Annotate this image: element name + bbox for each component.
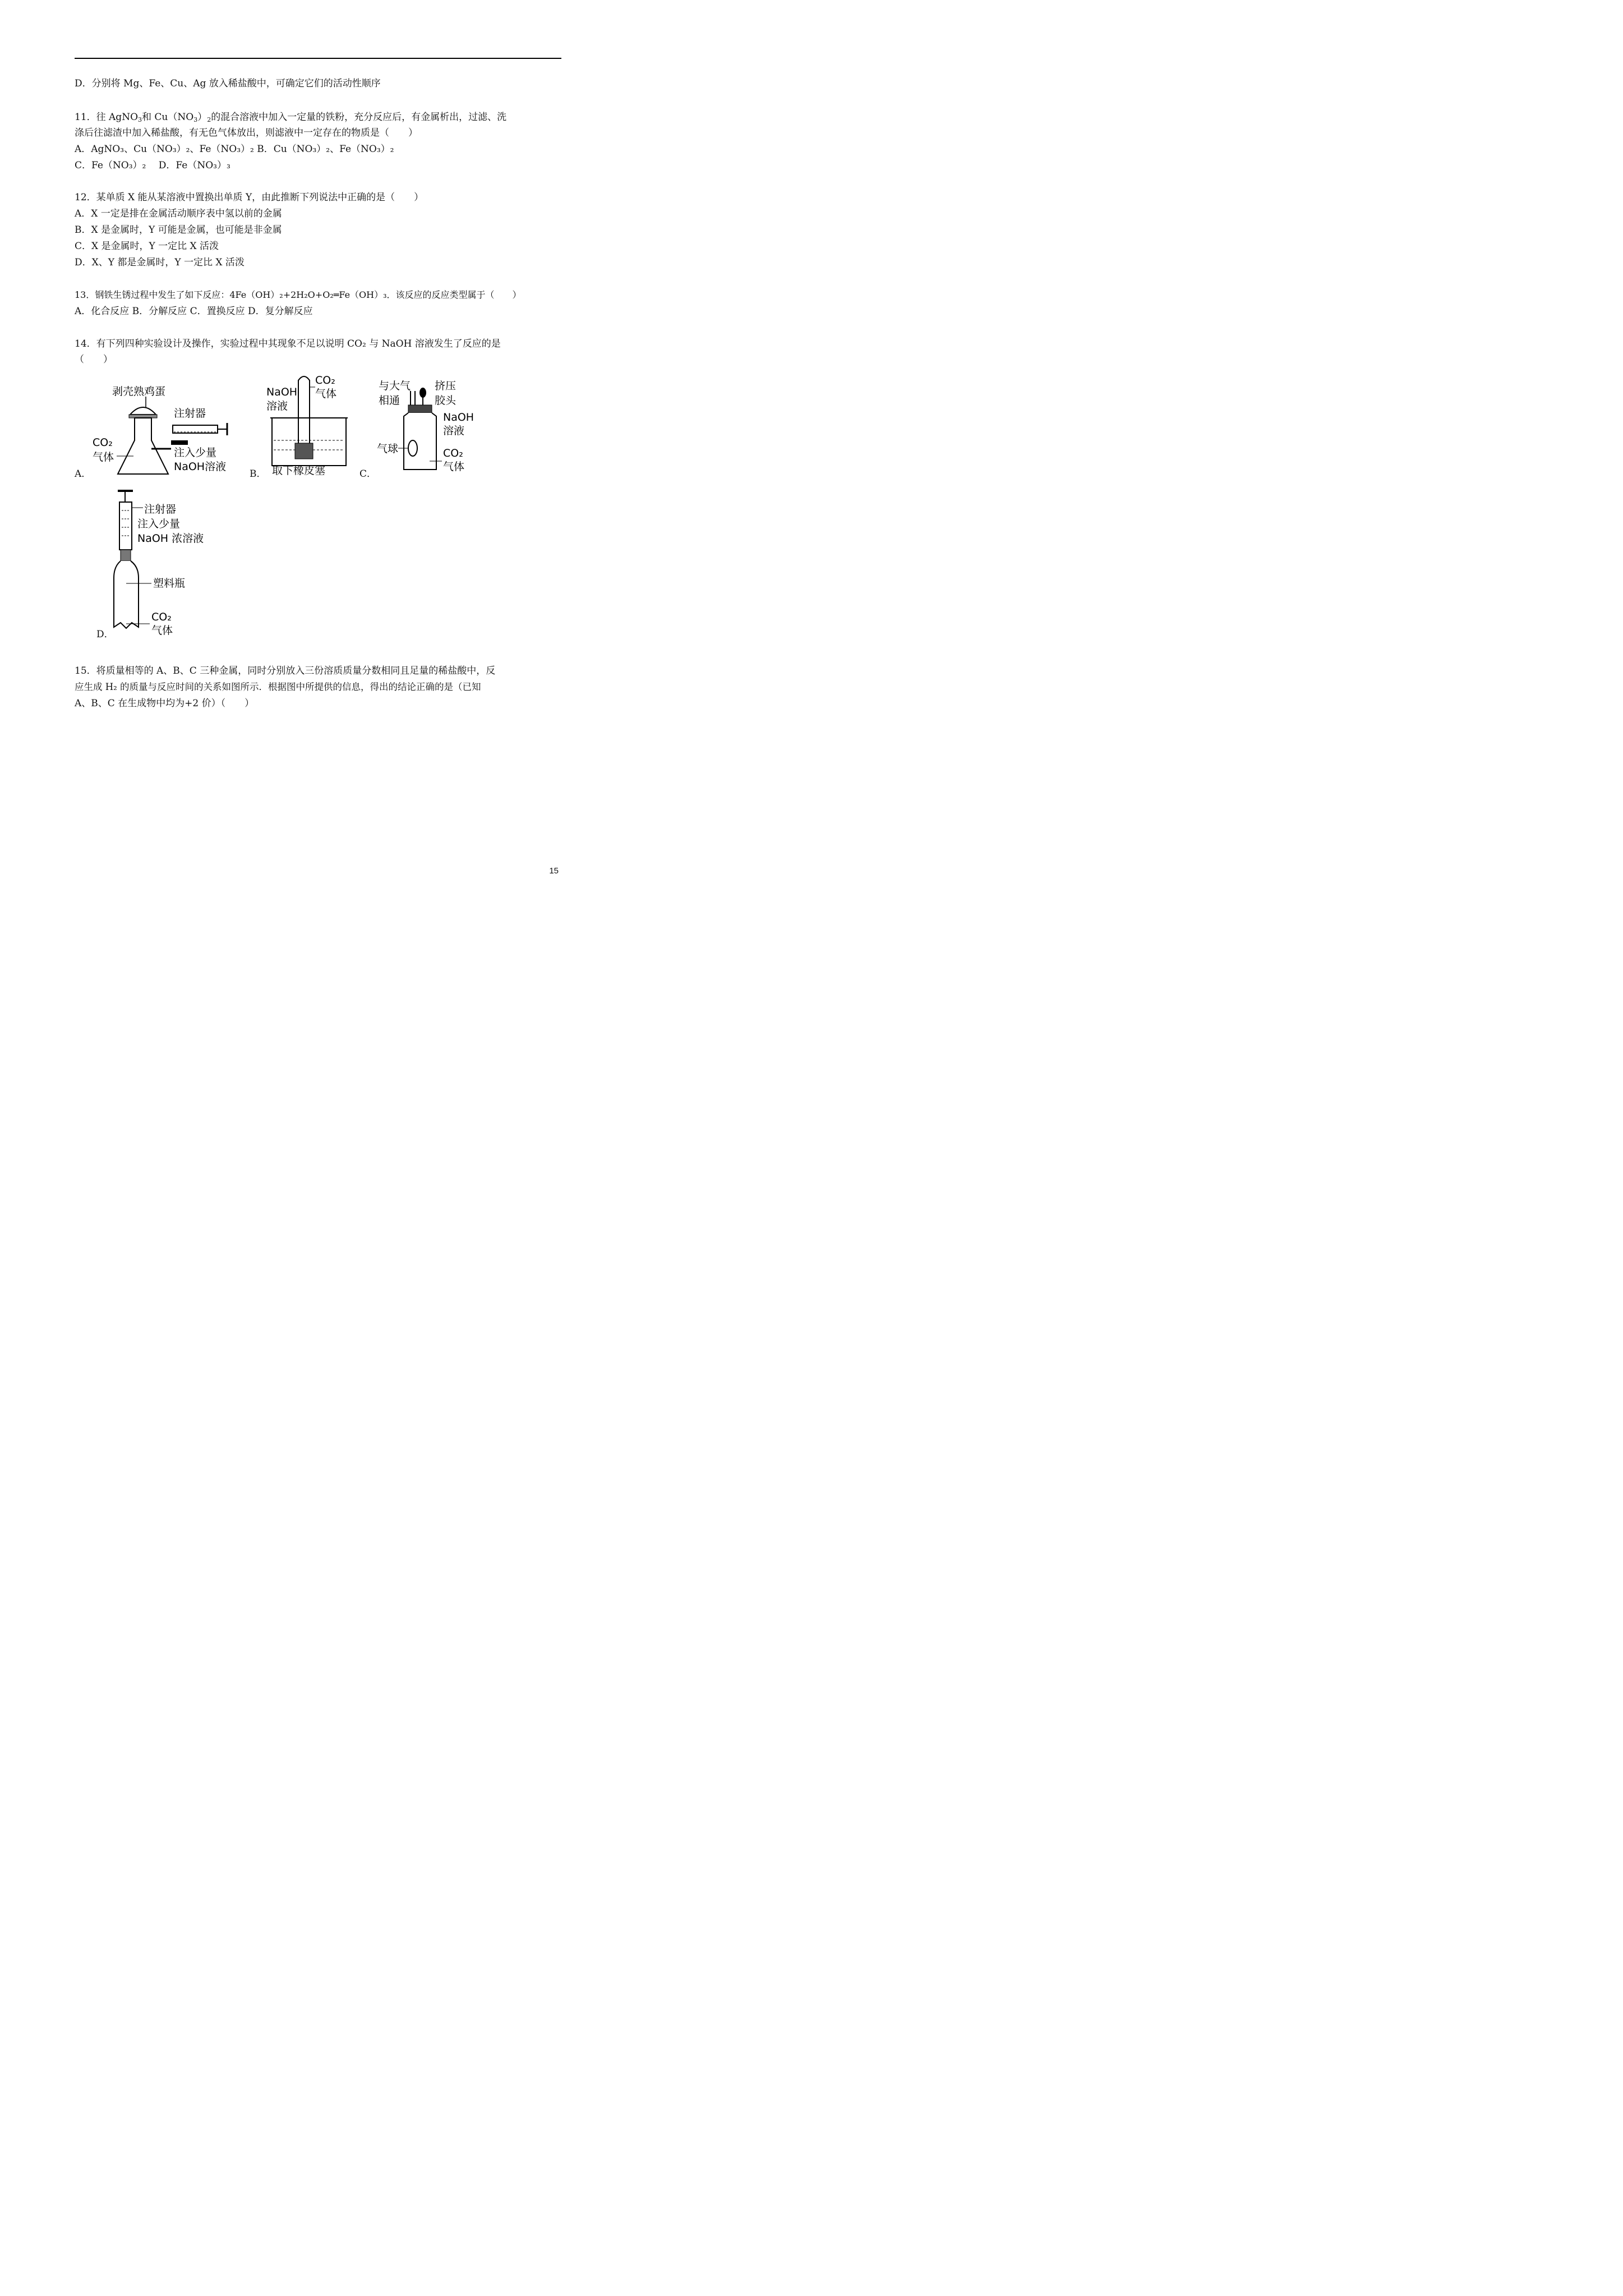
flask-icon — [118, 418, 168, 474]
q15-line1: 15．将质量相等的 A、B、C 三种金属，同时分别放入三份溶质质量分数相同且足量的稀盐酸中，反 — [75, 665, 496, 677]
q11-options-cd: C．Fe（NO₃）₂ D．Fe（NO₃）₃ — [75, 160, 230, 171]
naoh-label-a: NaOH溶液 — [174, 461, 227, 473]
figure-c — [376, 377, 477, 477]
q12-stem: 12．某单质 X 能从某溶液中置换出单质 Y，由此推断下列说法中正确的是（ ） — [75, 192, 424, 203]
q13-stem: 13．钢铁生锈过程中发生了如下反应：4Fe（OH）₂+2H₂O+O₂═Fe（OH）₃．该反应的反应类型属于（ ） — [75, 289, 522, 300]
page-number: 15 — [549, 866, 559, 876]
gas-label-d: 气体 — [151, 624, 173, 637]
naoh-label-b: NaOH — [266, 386, 298, 398]
syringe-icon-d — [119, 502, 132, 550]
q11-options-ab: A．AgNO₃、Cu（NO₃）₂、Fe（NO₃）₂ B．Cu（NO₃）₂、Fe（NO₃）₂ — [75, 144, 394, 155]
q10-option-d: D．分别将 Mg、Fe、Cu、Ag 放入稀盐酸中，可确定它们的活动性顺序 — [75, 78, 381, 89]
q12-option-a: A．X 一定是排在金属活动顺序表中氢以前的金属 — [75, 208, 282, 219]
figure-d — [109, 488, 222, 642]
rubber-stopper-icon — [295, 443, 313, 459]
q12-option-b: B．X 是金属时，Y 可能是金属，也可能是非金属 — [75, 224, 282, 236]
figure-a — [90, 379, 241, 482]
gas-label-a: 气体 — [93, 451, 114, 463]
q15-line3: A、B、C 在生成物中均为+2 价）（ ） — [75, 698, 255, 709]
syringe-label: 注射器 — [174, 407, 206, 420]
co2-label-a: CO₂ — [93, 436, 113, 449]
solution-label-c: 溶液 — [443, 425, 465, 437]
egg-label: 剥壳熟鸡蛋 — [112, 385, 166, 398]
solution-label-b: 溶液 — [266, 400, 288, 412]
figure-d-option: D． — [96, 629, 114, 640]
figure-a-option: A． — [75, 468, 91, 480]
q12-option-c: C．X 是金属时，Y 一定比 X 活泼 — [75, 241, 219, 252]
naoh-label-c: NaOH — [443, 411, 474, 424]
test-tube-icon — [298, 376, 310, 454]
bottle-stopper-icon — [408, 405, 432, 413]
inject-label-d: 注入少量 — [137, 518, 181, 530]
dropper-label-c: 胶头 — [435, 394, 457, 407]
dropper-bulb-icon — [419, 388, 426, 398]
q14-stem: 14．有下列四种实验设计及操作，实验过程中其现象不足以说明 CO₂ 与 NaOH 溶液发生了反应的是 — [75, 338, 501, 349]
co2-label-c: CO₂ — [443, 447, 463, 459]
plastic-bottle-icon — [114, 561, 139, 628]
remove-stopper-label: 取下橡皮塞 — [272, 464, 326, 477]
inject-label-a: 注入少量 — [174, 447, 217, 459]
connected-label-c: 相通 — [379, 394, 400, 407]
bottle-label-d: 塑料瓶 — [153, 577, 186, 590]
header-rule — [75, 58, 561, 59]
gas-label-b: 气体 — [315, 388, 337, 400]
balloon-icon — [408, 440, 417, 456]
figure-b — [264, 370, 359, 479]
gas-label-c: 气体 — [443, 461, 465, 473]
syringe-label-d: 注射器 — [144, 503, 177, 516]
co2-label-b: CO₂ — [315, 374, 335, 386]
q12-option-d: D．X、Y 都是金属时，Y 一定比 X 活泼 — [75, 257, 245, 268]
balloon-label-c: 气球 — [377, 443, 399, 455]
q15-line2: 应生成 H₂ 的质量与反应时间的关系如图所示．根据图中所提供的信息，得出的结论正确的是（已知 — [75, 682, 481, 692]
air-label-c: 与大气 — [379, 380, 411, 392]
naoh-conc-label-d: NaOH 浓溶液 — [137, 532, 204, 545]
squeeze-label-c: 挤压 — [435, 380, 457, 392]
figure-c-option: C． — [359, 468, 377, 480]
q13-options: A．化合反应 B．分解反应 C．置换反应 D．复分解反应 — [75, 306, 313, 317]
q11-line2: 涤后往滤渣中加入稀盐酸，有无色气体放出，则滤液中一定存在的物质是（ ） — [75, 127, 418, 139]
q11-line1: 11．往 AgNO$_3$和 $Cu(NO_3)_2$的混合溶液中加入一定量的铁粉，充分反应后，有金属析出，过滤、洗 — [75, 112, 507, 123]
co2-label-d: CO₂ — [151, 611, 172, 623]
q14-answer-paren: （ ） — [75, 354, 113, 365]
egg-icon — [130, 407, 156, 415]
figure-b-option: B． — [250, 468, 266, 480]
